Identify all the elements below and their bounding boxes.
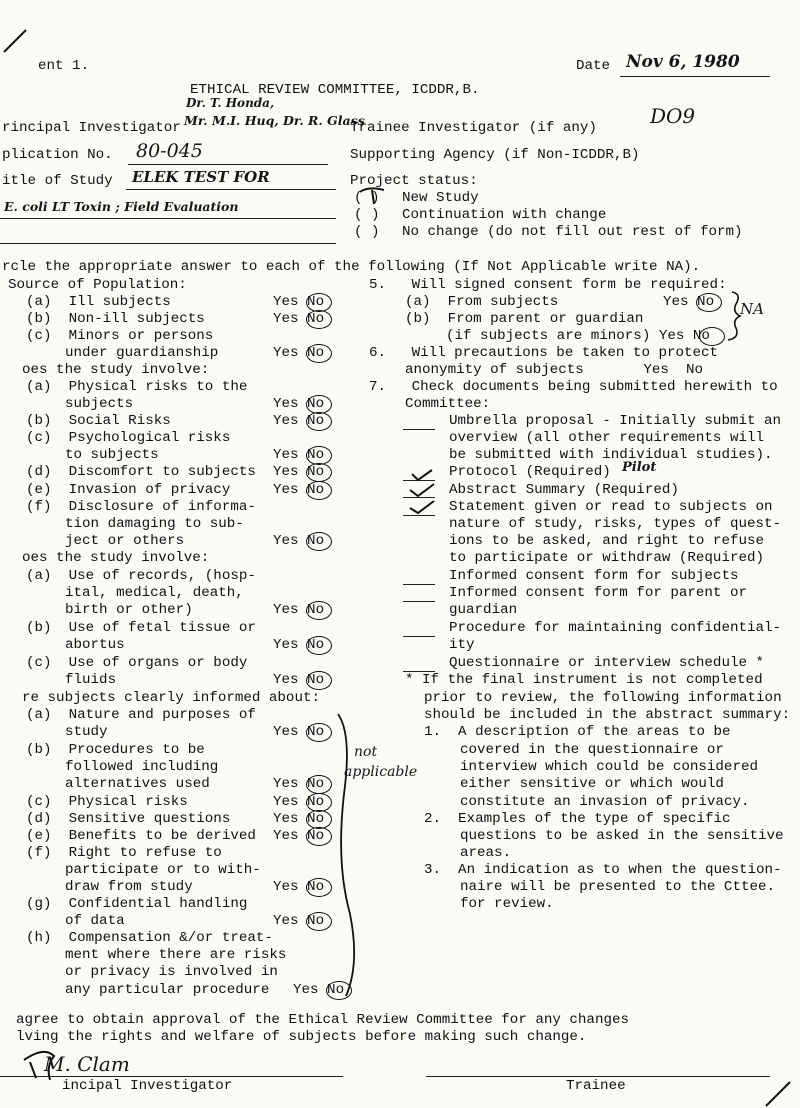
left-question-line: tion damaging to sub- [65, 516, 244, 532]
left-question-yes-no-choice[interactable]: Yes No [273, 602, 325, 618]
checklist-blank-consent-subjects [403, 584, 435, 585]
na-annotation: NA [740, 300, 764, 318]
left-question-yes-no-choice[interactable]: Yes No [273, 413, 325, 429]
left-question-line: (d) Discomfort to subjects [26, 464, 256, 480]
left-question-line: (f) Right to refuse to [26, 845, 222, 861]
corner-stroke [4, 30, 26, 52]
left-question-line: (a) Ill subjects [26, 294, 171, 310]
pi-value-line1: Dr. T. Honda, [186, 96, 275, 110]
left-question-no-circled [306, 912, 332, 931]
supporting-agency-label: Supporting Agency (if Non-ICDDR,B) [350, 147, 640, 163]
right-question-line: prior to review, the following information [424, 690, 782, 706]
right-question-line: 7. Check documents being submitted herewith to [369, 379, 778, 395]
pi-signature-label: incipal Investigator [62, 1078, 233, 1094]
na-brace [728, 292, 740, 340]
pi-signature: M. Clam [44, 1052, 130, 1076]
study-title-label: itle of Study [2, 173, 113, 189]
left-question-line: (f) Disclosure of informa- [26, 499, 256, 515]
right-question-line: (if subjects are minors) Yes No [446, 328, 710, 344]
left-question-yes-no-choice[interactable]: Yes No [273, 533, 325, 549]
project-status-label: Project status: [350, 173, 478, 189]
instruction-text: rcle the appropriate answer to each of the following (If Not Applicable write NA). [2, 259, 701, 275]
left-question-yes-no-choice[interactable]: Yes No [273, 776, 325, 792]
left-question-line: (c) Minors or persons [26, 328, 214, 344]
right-question-line: Informed consent form for subjects [449, 568, 739, 584]
study-title-underline-2 [0, 218, 336, 219]
status-continuation: Continuation with change [402, 207, 607, 223]
left-question-line: subjects [65, 396, 134, 412]
right-question-line: Abstract Summary (Required) [449, 482, 679, 498]
left-question-no-circled [306, 463, 332, 482]
right-question-line: (b) From parent or guardian [405, 311, 644, 327]
right-question-line: guardian [449, 602, 518, 618]
left-question-line: (a) Use of records, (hosp- [26, 568, 256, 584]
informed-bracket [338, 714, 354, 996]
left-question-line: under guardianship [65, 345, 219, 361]
right-question-no-circled [696, 293, 722, 312]
study-title-line1: ELEK TEST FOR [132, 168, 270, 186]
date-underline [620, 76, 770, 77]
left-question-line: (a) Physical risks to the [26, 379, 248, 395]
left-question-line: abortus [65, 637, 125, 653]
right-question-yes-no-choice[interactable]: Yes No [663, 294, 715, 310]
right-question-line: to participate or withdraw (Required) [449, 550, 765, 566]
left-question-line: (h) Compensation &/or treat- [26, 930, 273, 946]
left-question-no-circled [306, 532, 332, 551]
left-question-line: to subjects [65, 447, 159, 463]
right-question-line: for review. [460, 896, 554, 912]
left-question-yes-no-choice[interactable]: Yes No [273, 345, 325, 361]
left-question-line: participate or to with- [65, 862, 261, 878]
left-question-no-circled [326, 981, 352, 1000]
application-number-value: 80-045 [136, 140, 203, 162]
checklist-blank-questionnaire [403, 671, 435, 672]
left-question-line: (b) Use of fetal tissue or [26, 620, 256, 636]
trainee-value: DO9 [650, 104, 696, 128]
right-question-line: Committee: [405, 396, 491, 412]
status-bracket-2: ( ) [354, 207, 380, 223]
left-question-yes-no-choice[interactable]: Yes No [273, 311, 325, 327]
left-question-yes-no-choice[interactable]: Yes No [273, 637, 325, 653]
right-question-line: 1. A description of the areas to be [424, 724, 731, 740]
left-question-line: oes the study involve: [22, 550, 210, 566]
protocol-checkmark [412, 470, 432, 480]
left-question-yes-no-choice[interactable]: Yes No [273, 913, 325, 929]
left-question-line: or privacy is involved in [65, 964, 278, 980]
left-question-no-circled [306, 481, 332, 500]
agreement-line-1: agree to obtain approval of the Ethical Review Committee for any changes [16, 1012, 629, 1028]
bottom-right-stroke [766, 1082, 790, 1106]
left-question-yes-no-choice[interactable]: Yes No [273, 828, 325, 844]
pi-value-line2: Mr. M.I. Huq, Dr. R. Glass [184, 113, 365, 128]
right-question-line: either sensitive or which would [460, 776, 724, 792]
right-question-line: be submitted with individual studies). [449, 447, 773, 463]
right-question-line: (a) From subjects [405, 294, 559, 310]
right-question-line: nature of study, risks, types of quest- [449, 516, 782, 532]
checklist-blank-statement [403, 515, 435, 516]
left-question-yes-no-choice[interactable]: Yes No [273, 794, 325, 810]
study-title-underline-3 [0, 243, 336, 244]
left-question-line: alternatives used [65, 776, 210, 792]
right-question-line: 6. Will precautions be taken to protect [369, 345, 719, 361]
left-question-no-circled [306, 344, 332, 363]
left-question-no-circled [306, 723, 332, 742]
left-question-no-circled [306, 827, 332, 846]
not-applicable-annotation-1: not [354, 744, 378, 760]
left-question-line: ital, medical, death, [65, 585, 244, 601]
left-question-line: (c) Physical risks [26, 794, 188, 810]
left-question-yes-no-choice[interactable]: Yes No [273, 672, 325, 688]
not-applicable-annotation-2: applicable [344, 764, 418, 780]
left-question-line: Source of Population: [8, 277, 187, 293]
left-question-line: (d) Sensitive questions [26, 811, 231, 827]
date-value: Nov 6, 1980 [626, 52, 740, 72]
form-label: ent 1. [38, 58, 90, 74]
right-question-line: questions to be asked in the sensitive [460, 828, 784, 844]
pi-label: rincipal Investigator [2, 120, 181, 136]
right-question-line: Questionnaire or interview schedule * [449, 655, 765, 671]
status-bracket-3: ( ) [354, 224, 380, 240]
left-question-line: (b) Non-ill subjects [26, 311, 205, 327]
left-question-line: oes the study involve: [22, 362, 210, 378]
status-no-change: No change (do not fill out rest of form) [402, 224, 743, 240]
left-question-line: (b) Procedures to be [26, 742, 205, 758]
left-question-line: study [65, 724, 108, 740]
status-new-study: New Study [402, 190, 479, 206]
left-question-no-circled [306, 601, 332, 620]
checklist-blank-umbrella [403, 429, 435, 430]
left-question-no-circled [306, 878, 332, 897]
left-question-line: draw from study [65, 879, 193, 895]
right-question-line: 3. An indication as to when the question- [424, 862, 782, 878]
right-question-line: ions to be asked, and right to refuse [449, 533, 765, 549]
checklist-blank-consent-guardian [403, 601, 435, 602]
left-question-yes-no-choice[interactable]: Yes No [293, 982, 345, 998]
abstract-checkmark [410, 484, 434, 496]
pi-signature-line [0, 1076, 343, 1077]
right-question-line: naire will be presented to the Cttee. [460, 879, 776, 895]
application-number-underline [128, 164, 328, 165]
right-question-line: should be included in the abstract summary: [424, 707, 791, 723]
left-question-line: ment where there are risks [65, 947, 287, 963]
left-question-no-circled [306, 636, 332, 655]
right-question-line: ity [449, 637, 475, 653]
trainee-label: Trainee Investigator (if any) [350, 120, 597, 136]
left-question-line: (g) Confidential handling [26, 896, 248, 912]
consent-guardian-no-circled [699, 327, 725, 346]
right-question-line: Statement given or read to subjects on [449, 499, 773, 515]
left-question-yes-no-choice[interactable]: Yes No [273, 464, 325, 480]
left-question-yes-no-choice[interactable]: Yes No [273, 294, 325, 310]
status-bracket-1: ( ) [354, 190, 380, 206]
left-question-line: (a) Nature and purposes of [26, 707, 256, 723]
right-question-line: 2. Examples of the type of specific [424, 811, 731, 827]
left-question-line: any particular procedure [65, 982, 270, 998]
agreement-line-2: lving the rights and welfare of subjects before making such change. [16, 1029, 587, 1045]
right-question-line: Informed consent form for parent or [449, 585, 747, 601]
left-question-no-circled [306, 671, 332, 690]
left-question-line: of data [65, 913, 125, 929]
right-question-line: interview which could be considered [460, 759, 758, 775]
pilot-annotation: Pilot [622, 460, 657, 475]
left-question-line: fluids [65, 672, 117, 688]
left-question-yes-no-choice[interactable]: Yes No [273, 879, 325, 895]
right-question-line: constitute an invasion of privacy. [460, 794, 750, 810]
left-question-yes-no-choice[interactable]: Yes No [273, 396, 325, 412]
right-question-line: Protocol (Required) [449, 464, 611, 480]
left-question-line: re subjects clearly informed about: [22, 690, 320, 706]
right-question-line: Procedure for maintaining confidential- [449, 620, 782, 636]
left-question-no-circled [306, 310, 332, 329]
committee-title: ETHICAL REVIEW COMMITTEE, ICDDR,B. [190, 82, 480, 98]
date-label: Date [576, 58, 611, 74]
trainee-signature-label: Trainee [566, 1078, 626, 1094]
left-question-line: (b) Social Risks [26, 413, 171, 429]
left-question-no-circled [306, 412, 332, 431]
left-question-yes-no-choice[interactable]: Yes No [273, 482, 325, 498]
right-question-line: areas. [460, 845, 512, 861]
study-title-line2: E. coli LT Toxin ; Field Evaluation [4, 199, 239, 214]
right-question-line: covered in the questionnaire or [460, 742, 724, 758]
right-question-line: overview (all other requirements will [449, 430, 765, 446]
trainee-signature-line [426, 1076, 770, 1077]
right-question-line: 5. Will signed consent form be required: [369, 277, 727, 293]
application-number-label: plication No. [2, 147, 113, 163]
study-title-underline [126, 189, 336, 190]
right-question-line: * If the final instrument is not completed [405, 672, 763, 688]
statement-checkmark [410, 501, 434, 513]
checklist-blank-protocol [403, 480, 435, 481]
left-question-yes-no-choice[interactable]: Yes No [273, 724, 325, 740]
left-question-yes-no-choice[interactable]: Yes No [273, 447, 325, 463]
left-question-line: followed including [65, 759, 219, 775]
left-question-line: (c) Use of organs or body [26, 655, 248, 671]
left-question-no-circled [306, 775, 332, 794]
right-question-line: anonymity of subjects Yes No [405, 362, 703, 378]
right-question-line: Umbrella proposal - Initially submit an [449, 413, 782, 429]
checklist-blank-confidentiality [403, 636, 435, 637]
left-question-line: birth or other) [65, 602, 193, 618]
checklist-blank-abstract [403, 497, 435, 498]
left-question-line: (c) Psychological risks [26, 430, 231, 446]
left-question-yes-no-choice[interactable]: Yes No [273, 811, 325, 827]
left-question-line: ject or others [65, 533, 185, 549]
left-question-line: (e) Invasion of privacy [26, 482, 231, 498]
left-question-line: (e) Benefits to be derived [26, 828, 256, 844]
